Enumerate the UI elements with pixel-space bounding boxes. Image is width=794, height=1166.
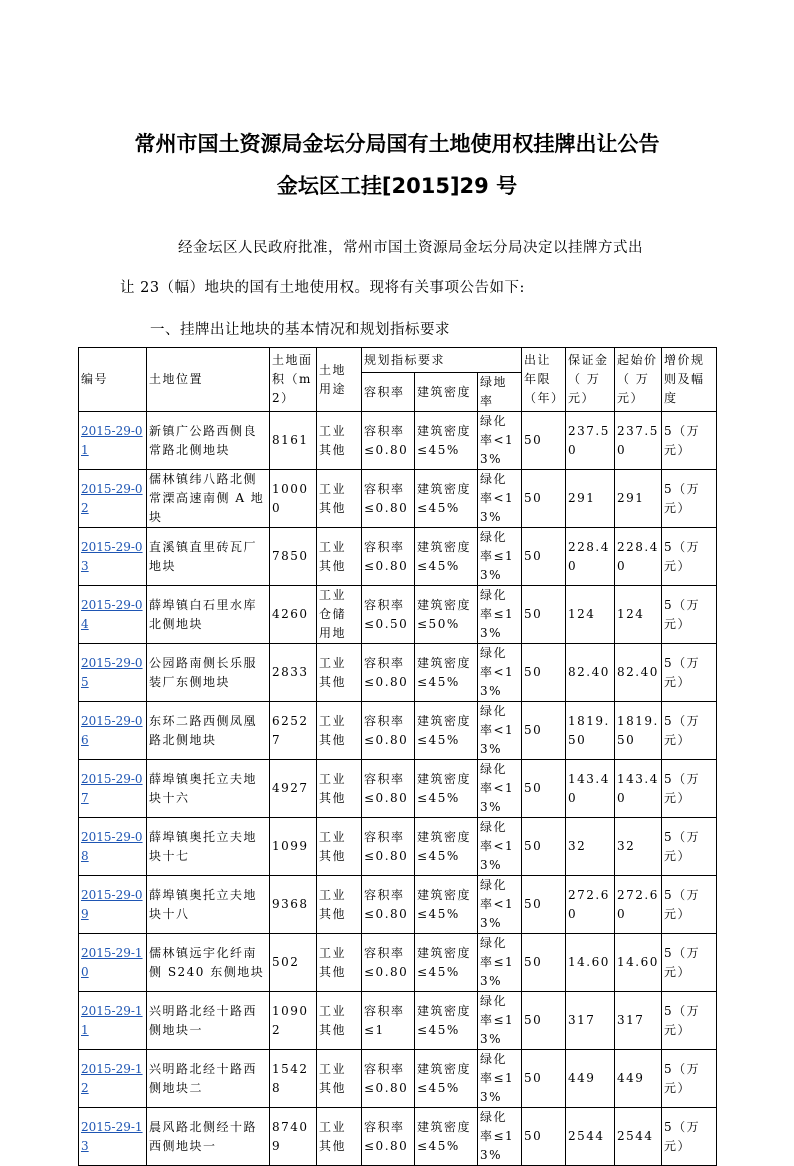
cell-density: 建筑密度≤45% [415, 412, 478, 470]
cell-code [79, 992, 147, 1050]
table-row [79, 528, 717, 586]
cell-term: 50 [522, 760, 566, 818]
cell-start-price: 449 [615, 1050, 662, 1108]
parcel-code-link[interactable]: 2015-29-06 [81, 713, 143, 747]
cell-far: 容积率≤0.80 [362, 1050, 415, 1108]
intro-line-2: 让 23（幅）地块的国有土地使用权。现将有关事项公告如下: [120, 280, 525, 296]
parcel-code-link[interactable]: 2015-29-01 [81, 423, 143, 457]
cell-term: 50 [522, 586, 566, 644]
cell-start-price: 1819.50 [615, 702, 662, 760]
parcel-code-link[interactable]: 2015-29-08 [81, 829, 143, 863]
cell-code [79, 528, 147, 586]
cell-location: 兴明路北经十路西侧地块一 [147, 992, 270, 1050]
parcel-code-link[interactable]: 2015-29-09 [81, 887, 143, 921]
cell-far: 容积率≤0.80 [362, 470, 415, 528]
cell-use: 工业其他 [317, 992, 362, 1050]
header-increment: 增价规则及幅度 [662, 348, 717, 412]
cell-density: 建筑密度≤50% [415, 586, 478, 644]
cell-green: 绿化率<13% [478, 644, 522, 702]
cell-increment: 5（万元） [662, 818, 717, 876]
cell-location: 薛埠镇奥托立夫地块十七 [147, 818, 270, 876]
table-row [79, 702, 717, 760]
cell-increment: 5（万元） [662, 412, 717, 470]
header-code: 编号 [79, 348, 147, 412]
table-row [79, 876, 717, 934]
cell-term: 50 [522, 992, 566, 1050]
header-planning: 规划指标要求 [362, 348, 522, 373]
cell-density: 建筑密度≤45% [415, 528, 478, 586]
cell-far: 容积率≤0.80 [362, 1108, 415, 1166]
cell-location: 薛埠镇白石里水库北侧地块 [147, 586, 270, 644]
notice-number: 金坛区工挂[2015]29 号 [276, 174, 518, 198]
cell-term: 50 [522, 876, 566, 934]
cell-area: 15428 [270, 1050, 317, 1108]
header-area: 土地面积（m2） [270, 348, 317, 412]
cell-start-price: 291 [615, 470, 662, 528]
cell-start-price: 272.60 [615, 876, 662, 934]
cell-increment: 5（万元） [662, 470, 717, 528]
cell-start-price: 237.50 [615, 412, 662, 470]
section-heading: 一、挂牌出让地块的基本情况和规划指标要求 [150, 322, 450, 338]
cell-use: 工业仓储用地 [317, 586, 362, 644]
cell-start-price: 124 [615, 586, 662, 644]
cell-green: 绿化率<13% [478, 470, 522, 528]
cell-start-price: 82.40 [615, 644, 662, 702]
cell-location: 直溪镇直里砖瓦厂地块 [147, 528, 270, 586]
cell-code [79, 586, 147, 644]
header-start-price: 起始价（ 万元） [615, 348, 662, 412]
cell-use: 工业其他 [317, 876, 362, 934]
parcel-code-link[interactable]: 2015-29-10 [81, 945, 143, 979]
header-use: 土地用途 [317, 348, 362, 412]
parcel-code-link[interactable]: 2015-29-07 [81, 771, 143, 805]
parcel-code-link[interactable]: 2015-29-13 [81, 1119, 143, 1153]
cell-density: 建筑密度≤45% [415, 644, 478, 702]
cell-green: 绿化率≤13% [478, 992, 522, 1050]
parcel-code-link[interactable]: 2015-29-03 [81, 539, 143, 573]
cell-density: 建筑密度≤45% [415, 470, 478, 528]
cell-density: 建筑密度≤45% [415, 818, 478, 876]
cell-location: 晨风路北侧经十路西侧地块一 [147, 1108, 270, 1166]
intro-line-1: 经金坛区人民政府批准，常州市国土资源局金坛分局决定以挂牌方式出 [178, 240, 643, 256]
cell-term: 50 [522, 528, 566, 586]
cell-increment: 5（万元） [662, 992, 717, 1050]
table-row [79, 1108, 717, 1166]
cell-use: 工业其他 [317, 412, 362, 470]
cell-use: 工业其他 [317, 1050, 362, 1108]
cell-use: 工业其他 [317, 470, 362, 528]
header-term: 出让年限（年） [522, 348, 566, 412]
cell-code [79, 470, 147, 528]
cell-use: 工业其他 [317, 934, 362, 992]
cell-increment: 5（万元） [662, 1108, 717, 1166]
notice-title: 常州市国土资源局金坛分局国有土地使用权挂牌出让公告 [134, 132, 660, 156]
cell-location: 公园路南侧长乐服装厂东侧地块 [147, 644, 270, 702]
cell-area: 87409 [270, 1108, 317, 1166]
cell-code [79, 818, 147, 876]
cell-density: 建筑密度≤45% [415, 934, 478, 992]
cell-far: 容积率≤0.80 [362, 876, 415, 934]
cell-code [79, 644, 147, 702]
cell-area: 7850 [270, 528, 317, 586]
cell-code [79, 1108, 147, 1166]
cell-start-price: 143.40 [615, 760, 662, 818]
cell-increment: 5（万元） [662, 760, 717, 818]
cell-term: 50 [522, 702, 566, 760]
cell-location: 兴明路北经十路西侧地块二 [147, 1050, 270, 1108]
cell-increment: 5（万元） [662, 586, 717, 644]
cell-area: 502 [270, 934, 317, 992]
cell-green: 绿化率≤13% [478, 1108, 522, 1166]
cell-area: 4927 [270, 760, 317, 818]
cell-density: 建筑密度≤45% [415, 702, 478, 760]
cell-deposit: 143.40 [566, 760, 615, 818]
header-green: 绿地率 [478, 373, 522, 412]
cell-code [79, 1050, 147, 1108]
cell-deposit: 317 [566, 992, 615, 1050]
cell-deposit: 291 [566, 470, 615, 528]
cell-area: 2833 [270, 644, 317, 702]
cell-term: 50 [522, 1108, 566, 1166]
cell-deposit: 449 [566, 1050, 615, 1108]
cell-area: 9368 [270, 876, 317, 934]
cell-code [79, 876, 147, 934]
cell-use: 工业其他 [317, 644, 362, 702]
cell-far: 容积率≤0.80 [362, 934, 415, 992]
cell-green: 绿化率≤13% [478, 1050, 522, 1108]
cell-location: 儒林镇远宇化纤南侧 S240 东侧地块 [147, 934, 270, 992]
header-location: 土地位置 [147, 348, 270, 412]
cell-code [79, 760, 147, 818]
table-body [79, 412, 717, 1166]
cell-far: 容积率≤0.80 [362, 412, 415, 470]
cell-density: 建筑密度≤45% [415, 992, 478, 1050]
cell-green: 绿化率≤13% [478, 934, 522, 992]
cell-deposit: 124 [566, 586, 615, 644]
cell-far: 容积率≤0.80 [362, 528, 415, 586]
header-deposit: 保证金（ 万元） [566, 348, 615, 412]
table-row [79, 412, 717, 470]
cell-area: 1099 [270, 818, 317, 876]
cell-term: 50 [522, 1050, 566, 1108]
cell-use: 工业其他 [317, 702, 362, 760]
cell-term: 50 [522, 412, 566, 470]
cell-deposit: 2544 [566, 1108, 615, 1166]
table-row [79, 934, 717, 992]
header-density: 建筑密度 [415, 373, 478, 412]
cell-density: 建筑密度≤45% [415, 1050, 478, 1108]
cell-deposit: 228.40 [566, 528, 615, 586]
cell-far: 容积率≤0.80 [362, 702, 415, 760]
cell-deposit: 32 [566, 818, 615, 876]
cell-deposit: 14.60 [566, 934, 615, 992]
table-row [79, 586, 717, 644]
table-row [79, 992, 717, 1050]
cell-area: 10902 [270, 992, 317, 1050]
cell-use: 工业其他 [317, 760, 362, 818]
table-row [79, 470, 717, 528]
cell-green: 绿化率≤13% [478, 528, 522, 586]
cell-code [79, 702, 147, 760]
parcel-code-link[interactable]: 2015-29-12 [81, 1061, 143, 1095]
header-far: 容积率 [362, 373, 415, 412]
cell-increment: 5（万元） [662, 528, 717, 586]
table-header [79, 348, 717, 412]
cell-green: 绿化率<13% [478, 412, 522, 470]
cell-increment: 5（万元） [662, 644, 717, 702]
land-table [78, 347, 717, 1166]
cell-green: 绿化率≤13% [478, 586, 522, 644]
cell-density: 建筑密度≤45% [415, 760, 478, 818]
cell-start-price: 228.40 [615, 528, 662, 586]
cell-far: 容积率≤1 [362, 992, 415, 1050]
cell-use: 工业其他 [317, 528, 362, 586]
cell-location: 薛埠镇奥托立夫地块十八 [147, 876, 270, 934]
cell-deposit: 237.50 [566, 412, 615, 470]
cell-start-price: 14.60 [615, 934, 662, 992]
cell-area: 10000 [270, 470, 317, 528]
cell-deposit: 82.40 [566, 644, 615, 702]
cell-location: 薛埠镇奥托立夫地块十六 [147, 760, 270, 818]
table-row [79, 644, 717, 702]
cell-term: 50 [522, 470, 566, 528]
cell-term: 50 [522, 818, 566, 876]
cell-green: 绿化率<13% [478, 818, 522, 876]
cell-deposit: 272.60 [566, 876, 615, 934]
cell-term: 50 [522, 644, 566, 702]
cell-deposit: 1819.50 [566, 702, 615, 760]
cell-increment: 5（万元） [662, 1050, 717, 1108]
cell-green: 绿化率<13% [478, 760, 522, 818]
cell-location: 儒林镇纬八路北侧常溧高速南侧 A 地块 [147, 470, 270, 528]
cell-area: 8161 [270, 412, 317, 470]
cell-increment: 5（万元） [662, 934, 717, 992]
cell-code [79, 934, 147, 992]
cell-far: 容积率≤0.80 [362, 818, 415, 876]
parcel-code-link[interactable]: 2015-29-02 [81, 481, 143, 515]
cell-start-price: 32 [615, 818, 662, 876]
cell-location: 东环二路西侧凤凰路北侧地块 [147, 702, 270, 760]
cell-green: 绿化率<13% [478, 876, 522, 934]
cell-term: 50 [522, 934, 566, 992]
parcel-code-link[interactable]: 2015-29-04 [81, 597, 143, 631]
cell-start-price: 2544 [615, 1108, 662, 1166]
cell-area: 62527 [270, 702, 317, 760]
cell-use: 工业其他 [317, 1108, 362, 1166]
parcel-code-link[interactable]: 2015-29-05 [81, 655, 143, 689]
cell-green: 绿化率<13% [478, 702, 522, 760]
cell-start-price: 317 [615, 992, 662, 1050]
cell-use: 工业其他 [317, 818, 362, 876]
cell-far: 容积率≤0.80 [362, 644, 415, 702]
table-row [79, 818, 717, 876]
cell-code [79, 412, 147, 470]
parcel-code-link[interactable]: 2015-29-11 [81, 1003, 143, 1037]
cell-increment: 5（万元） [662, 702, 717, 760]
cell-far: 容积率≤0.80 [362, 760, 415, 818]
cell-area: 4260 [270, 586, 317, 644]
cell-density: 建筑密度≤45% [415, 1108, 478, 1166]
cell-density: 建筑密度≤45% [415, 876, 478, 934]
cell-increment: 5（万元） [662, 876, 717, 934]
cell-far: 容积率≤0.50 [362, 586, 415, 644]
table-row [79, 1050, 717, 1108]
table-row [79, 760, 717, 818]
cell-location: 新镇广公路西侧良常路北侧地块 [147, 412, 270, 470]
